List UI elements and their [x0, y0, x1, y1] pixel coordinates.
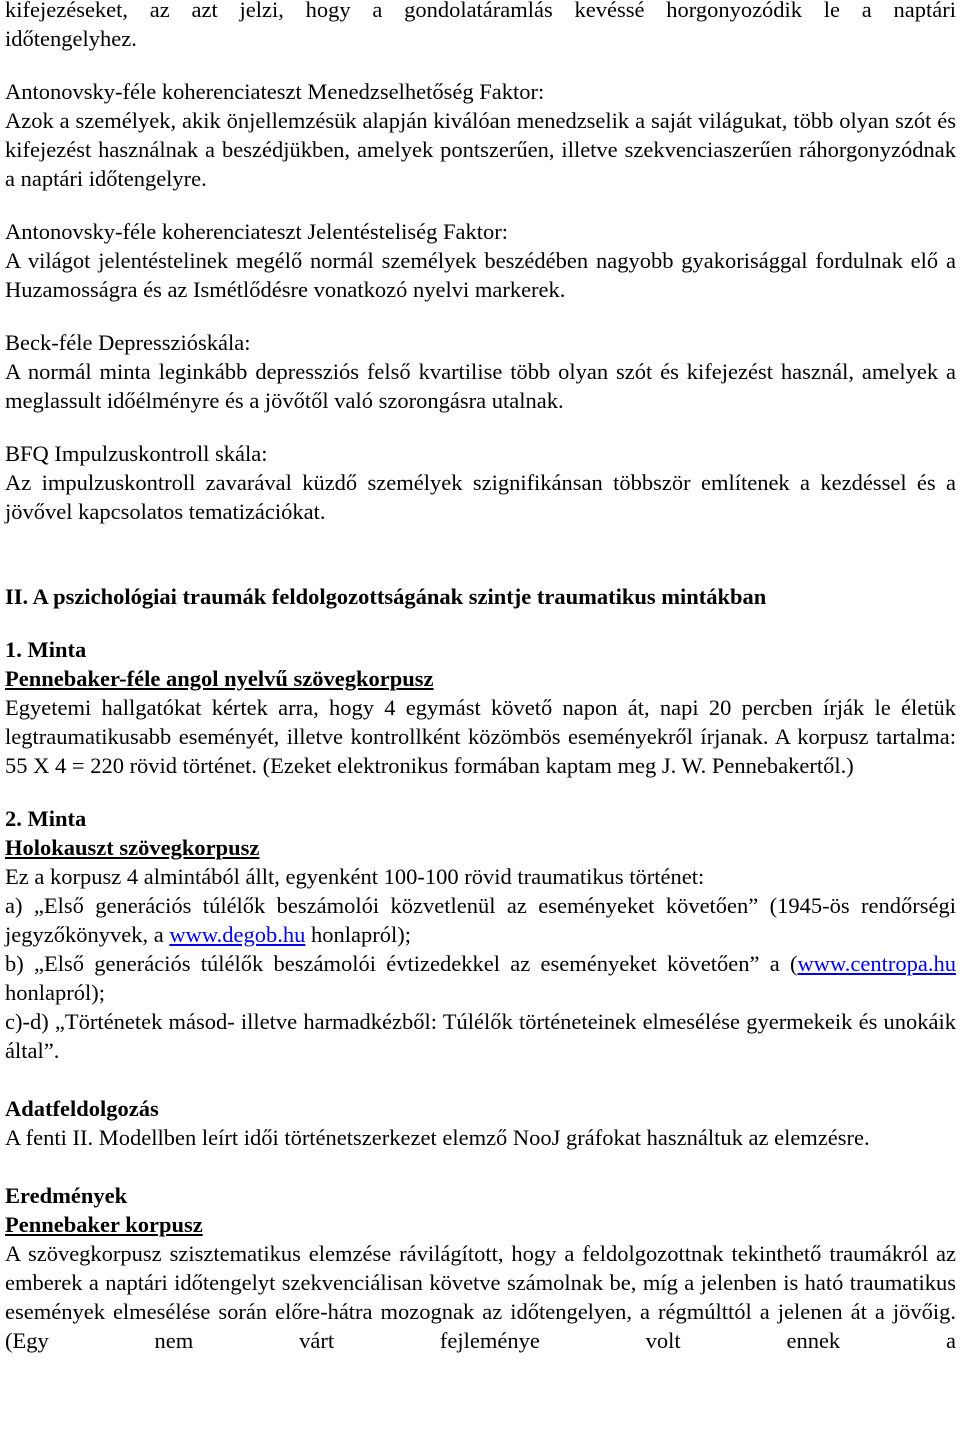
- bfq-title: BFQ Impulzuskontroll skála:: [5, 441, 268, 466]
- minta1-label: 1. Minta: [5, 637, 87, 662]
- chapter-heading: II. A pszichológiai traumák feldolgozottságának szintje traumatikus mintákban: [5, 584, 767, 609]
- minta2-intro: Ez a korpusz 4 almintából állt, egyenként 100-100 rövid traumatikus történet:: [5, 864, 705, 889]
- minta2-item-b-suffix: honlapról);: [5, 980, 105, 1005]
- adatfeldolgozas-heading: Adatfeldolgozás: [5, 1096, 159, 1121]
- minta1-subtitle: Pennebaker-féle angol nyelvű szövegkorpusz: [5, 666, 434, 691]
- minta2-item-a-text: a) „Első generációs túlélők beszámolói közvetlenül az eseményeket követően” (1945-ös rendőrségi jegyzőkönyvek, a: [5, 893, 956, 947]
- menedzselhetoseg-text: Azok a személyek, akik önjellemzésük alapján kiválóan menedzselik a saját világukat, több olyan szót és kifejezést használnak a beszédjükben, amelyek pontszerűen, illetve szekvenciaszerűen ráhorgonyzódnak a naptári időtengelyre.: [5, 108, 956, 191]
- intro-line-1: kifejezéseket, az azt jelzi, hogy a gondolatáramlás kevéssé horgonyozódik le a naptári: [5, 0, 956, 22]
- minta2-item-a-suffix: honlapról);: [305, 922, 411, 947]
- minta2-item-b: [5, 949, 956, 1007]
- spacer: [5, 304, 956, 328]
- jelentesteliseg-text: A világot jelentéstelinek megélő normál személyek beszédében nagyobb gyakorisággal fordulnak elő a Huzamosságra és az Ismétlődésre vonatkozó nyelvi markerek.: [5, 248, 956, 302]
- minta2-item-a: [5, 891, 956, 949]
- minta2-label: 2. Minta: [5, 806, 87, 831]
- spacer: [5, 53, 956, 77]
- adatfeldolgozas-text: A fenti II. Modellben leírt idői történetszerkezet elemző NooJ gráfokat használtuk az elemzésre.: [5, 1125, 870, 1150]
- spacer: [5, 415, 956, 439]
- spacer: [5, 193, 956, 217]
- spacer: [5, 1065, 956, 1094]
- menedzselhetoseg-title: Antonovsky-féle koherenciateszt Menedzselhetőség Faktor:: [5, 79, 545, 104]
- minta1-text: Egyetemi hallgatókat kértek arra, hogy 4 egymást követő napon át, napi 20 percben írják le életük legtraumatikusabb eseményét, illetve kontrollként közömbös eseményekről írjanak. A korpusz tartalma: 55 X 4 = 220 rövid történet. (Ezeket elektronikus formában kaptam meg J. W. Pennebakertől.): [5, 695, 956, 778]
- eredmenyek-text: A szövegkorpusz szisztematikus elemzése rávilágított, hogy a feldolgozottnak tekinthető traumákról az emberek a naptári időtengelyt szekvenciálisan követve számolnak be, míg a jelenben is ható traumatikus események elmesélése során előre-hátra mozognak az időtengelyen, a régmúlttól a jelenen át a jövőig. (Egy nem várt fejleménye volt ennek a: [5, 1241, 956, 1353]
- intro-line-2: időtengelyhez.: [5, 26, 137, 51]
- centropa-link[interactable]: www.centropa.hu: [797, 951, 956, 976]
- degob-link[interactable]: www.degob.hu: [169, 922, 306, 947]
- minta2-subtitle: Holokauszt szövegkorpusz: [5, 835, 260, 860]
- spacer: [5, 780, 956, 804]
- minta2-item-b-text: b) „Első generációs túlélők beszámolói évtizedekkel az eseményeket követően” a (: [5, 951, 798, 976]
- spacer: [5, 526, 956, 582]
- eredmenyek-heading: Eredmények: [5, 1183, 128, 1208]
- beck-text: A normál minta leginkább depressziós felső kvartilise több olyan szót és kifejezést használ, amelyek a meglassult időélményre és a jövőtől való szorongásra utalnak.: [5, 359, 956, 413]
- jelentesteliseg-title: Antonovsky-féle koherenciateszt Jelentésteliség Faktor:: [5, 219, 508, 244]
- bfq-text: Az impulzuskontroll zavarával küzdő személyek szignifikánsan többször említenek a kezdéssel és a jövővel kapcsolatos tematizációkat.: [5, 470, 956, 524]
- spacer: [5, 1152, 956, 1181]
- intro-paragraph: [5, 0, 956, 53]
- document-body: [5, 0, 956, 1355]
- eredmenyek-subtitle: Pennebaker korpusz: [5, 1212, 203, 1237]
- minta2-item-cd: c)-d) „Történetek másod- illetve harmadkézből: Túlélők történeteinek elmesélése gyermekeik és unokáik által”.: [5, 1009, 956, 1063]
- beck-title: Beck-féle Depresszióskála:: [5, 330, 251, 355]
- spacer: [5, 611, 956, 635]
